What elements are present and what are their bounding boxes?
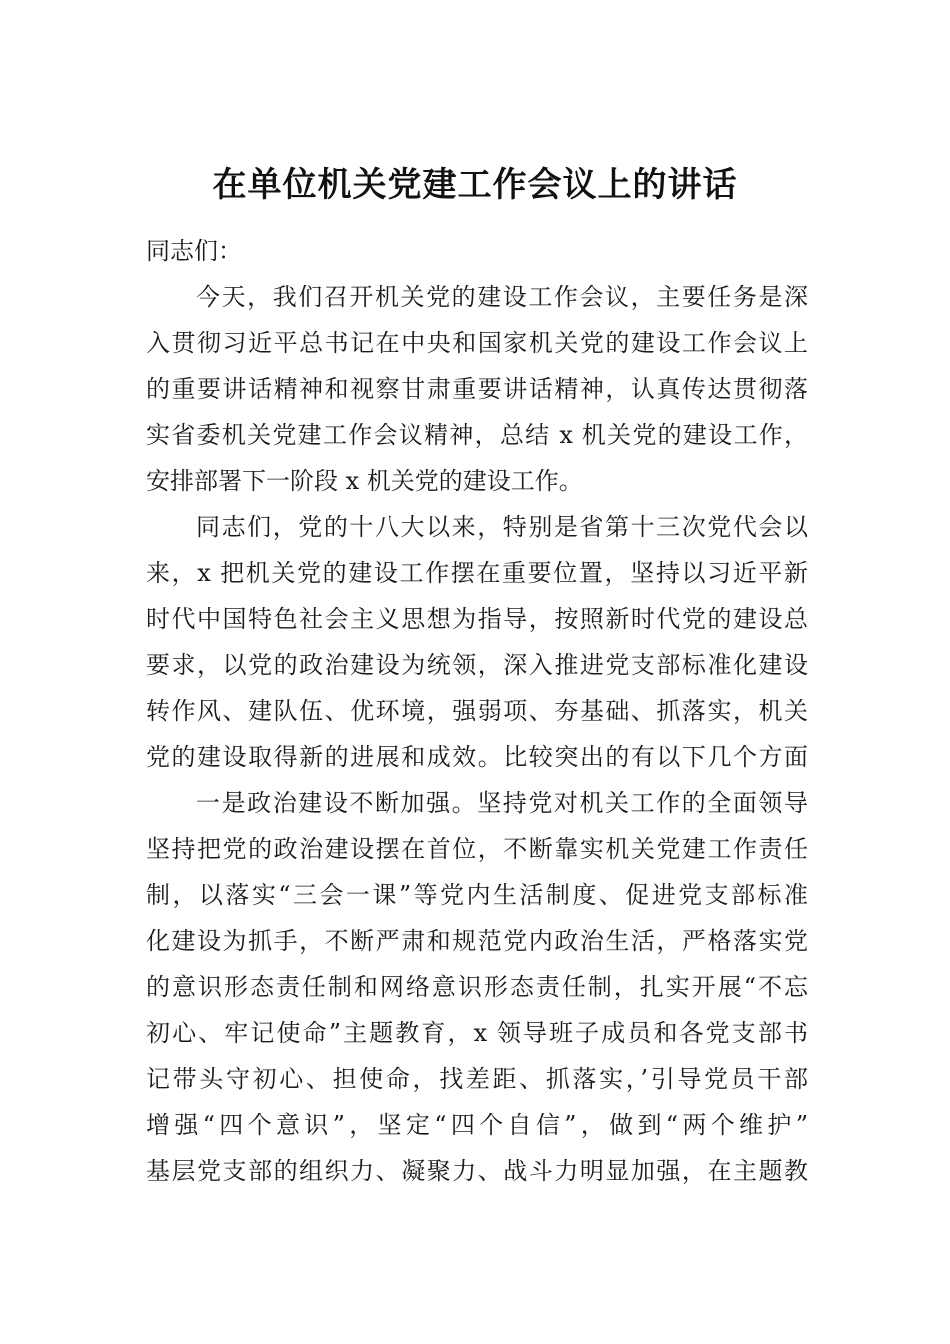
paragraph-1 [146, 274, 808, 504]
paragraph-line: 时代中国特色社会主义思想为指导，按照新时代党的建设总 [146, 605, 808, 633]
paragraph-line: 制，以落实“三会一课”等党内生活制度、促进党支部标准 [146, 881, 808, 909]
page-title: 在单位机关党建工作会议上的讲话 [212, 165, 738, 205]
paragraph-line: 来，x 把机关党的建设工作摆在重要位置，坚持以习近平新 [146, 559, 808, 587]
paragraph-line: 今天，我们召开机关党的建设工作会议，主要任务是深 [196, 283, 808, 311]
paragraph-line: 记带头守初心、担使命，找差距、抓落实，’引导党员干部 [146, 1065, 808, 1093]
salutation: 同志们： [146, 237, 242, 265]
paragraph-line: 实省委机关党建工作会议精神，总结 x 机关党的建设工作， [146, 421, 808, 449]
paragraph-2 [146, 504, 808, 780]
paragraph-line: 安排部署下一阶段 x 机关党的建设工作。 [146, 467, 583, 495]
paragraph-3 [146, 780, 808, 1194]
paragraph-line: 转作风、建队伍、优环境，强弱项、夯基础、抓落实，机关 [146, 697, 808, 725]
paragraph-line: 的意识形态责任制和网络意识形态责任制，扎实开展“不忘 [146, 973, 808, 1001]
paragraph-line: 要求，以党的政治建设为统领，深入推进党支部标准化建设 [146, 651, 808, 679]
paragraph-line: 增强“四个意识”，坚定“四个自信”，做到“两个维护” [146, 1111, 808, 1139]
paragraph-line: 党的建设取得新的进展和成效。比较突出的有以下几个方面 [146, 743, 808, 771]
paragraph-line: 化建设为抓手，不断严肃和规范党内政治生活，严格落实党 [146, 927, 808, 955]
paragraph-line: 一是政治建设不断加强。坚持党对机关工作的全面领导 [196, 789, 808, 817]
paragraph-line: 初心、牢记使命”主题教育，x 领导班子成员和各党支部书 [146, 1019, 808, 1047]
paragraph-line: 入贯彻习近平总书记在中央和国家机关党的建设工作会议上 [146, 329, 808, 357]
paragraph-line: 同志们，党的十八大以来，特别是省第十三次党代会以 [196, 513, 808, 541]
paragraph-line: 坚持把党的政治建设摆在首位，不断靠实机关党建工作责任 [146, 835, 808, 863]
paragraph-line: 基层党支部的组织力、凝聚力、战斗力明显加强，在主题教 [146, 1157, 808, 1185]
paragraph-line: 的重要讲话精神和视察甘肃重要讲话精神，认真传达贯彻落 [146, 375, 808, 403]
speech-body [146, 228, 808, 1194]
